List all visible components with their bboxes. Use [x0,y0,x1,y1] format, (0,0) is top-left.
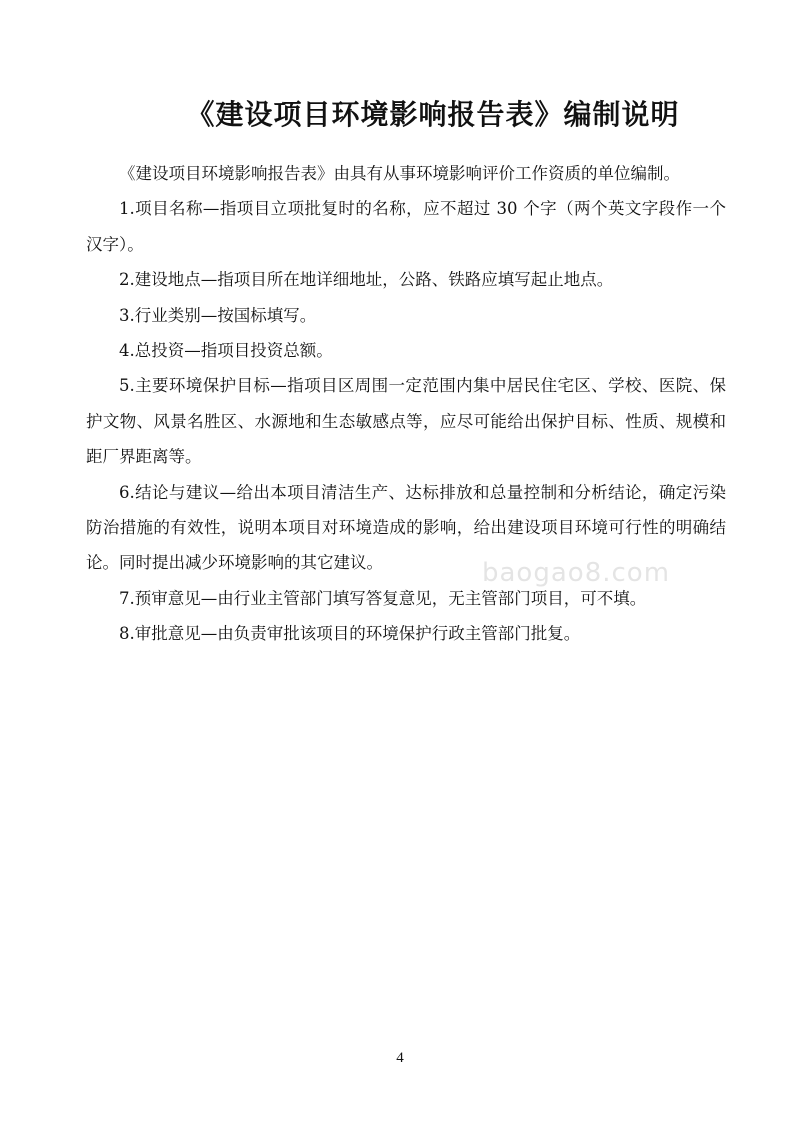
paragraph-preliminary-review: 7.预审意见—由行业主管部门填写答复意见，无主管部门项目，可不填。 [119,588,647,608]
paragraph-protection-targets: 5.主要环境保护目标—指项目区周围一定范围内集中居民住宅区、学校、医院、保护文物、风景名胜区、水源地和生态敏感点等，应尽可能给出保护目标、性质、规模和距厂界距离等。 [86,376,726,467]
paragraph-project-name: 1.项目名称—指项目立项批复时的名称，应不超过 30 个字（两个英文字段作一个汉字）。 [86,199,726,254]
paragraph-industry-category: 3.行业类别—按国标填写。 [119,305,317,325]
page-number: 4 [396,1050,404,1066]
paragraph-approval: 8.审批意见—由负责审批该项目的环境保护行政主管部门批复。 [119,624,581,644]
paragraph-intro: 《建设项目环境影响报告表》由具有从事环境影响评价工作资质的单位编制。 [119,164,680,183]
watermark: baogao8.com [482,558,671,588]
paragraph-total-investment: 4.总投资—指项目投资总额。 [119,341,333,361]
paragraph-conclusions: 6.结论与建议—给出本项目清洁生产、达标排放和总量控制和分析结论，确定污染防治措施的有效性，说明本项目对环境造成的影响，给出建设项目环境可行性的明确结论。同时提出减少环境影响的其它建议。 [86,482,726,573]
page-title: 《建设项目环境影响报告表》编制说明 [186,97,680,131]
paragraph-construction-site: 2.建设地点—指项目所在地详细地址，公路、铁路应填写起止地点。 [119,270,614,290]
